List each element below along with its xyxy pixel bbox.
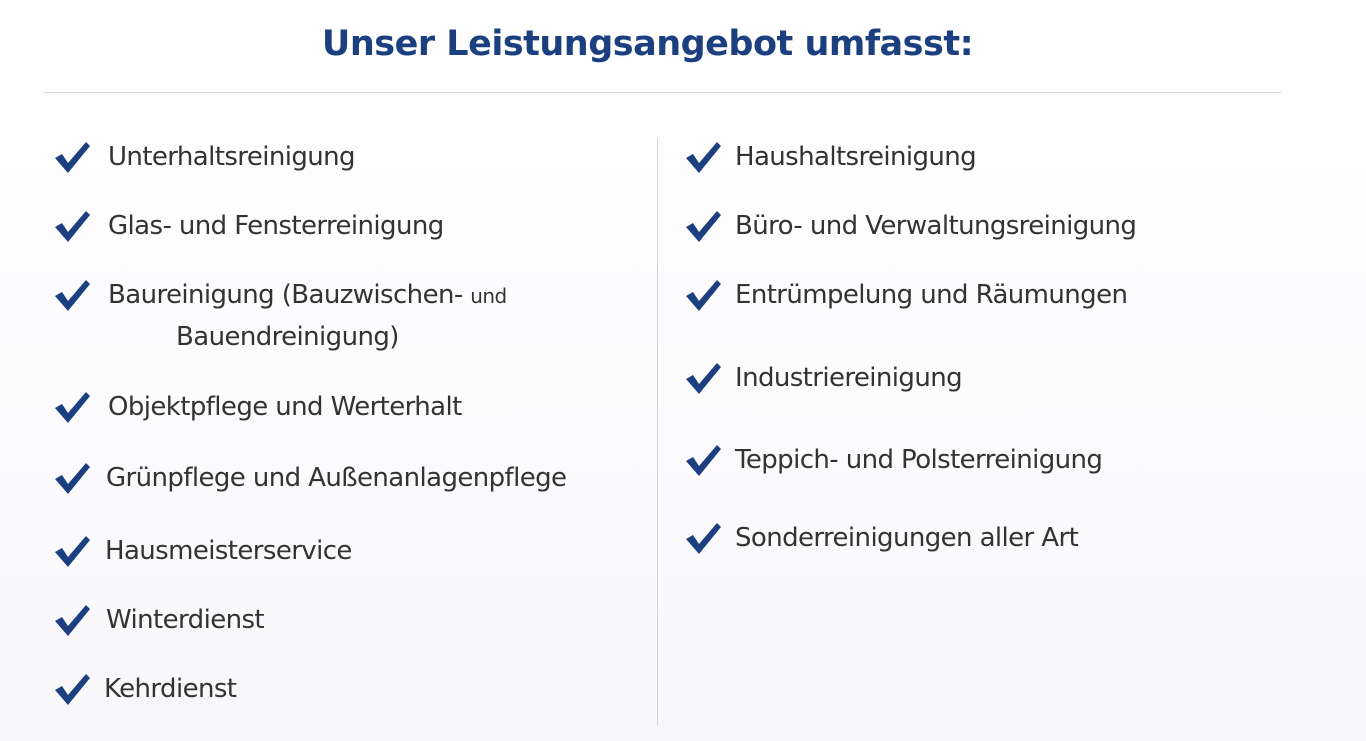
list-item-label: Objektpflege und Werterhalt: [108, 392, 462, 422]
checkmark-icon: [683, 359, 723, 399]
checkmark-icon: [52, 459, 92, 499]
title-divider: [44, 92, 1281, 93]
list-item-label: Büro- und Verwaltungsreinigung: [735, 211, 1137, 241]
list-item-label: Hausmeisterservice: [105, 536, 352, 566]
page-title: Unser Leistungsangebot umfasst:: [321, 24, 974, 64]
list-item-label: Entrümpelung und Räumungen: [735, 280, 1128, 310]
checkmark-icon: [52, 138, 92, 178]
list-item-label: Grünpflege und Außenanlagenpflege: [106, 463, 567, 493]
checkmark-icon: [52, 601, 92, 641]
checkmark-icon: [52, 276, 92, 316]
list-item-label: Glas- und Fensterreinigung: [108, 211, 444, 241]
checkmark-icon: [52, 388, 92, 428]
checkmark-icon: [52, 207, 92, 247]
list-item-label: Unterhaltsreinigung: [108, 142, 355, 172]
list-item-label: Sonderreinigungen aller Art: [735, 523, 1079, 553]
checkmark-icon: [52, 670, 92, 710]
checkmark-icon: [683, 138, 723, 178]
list-item-label-line2: Bauendreinigung): [176, 322, 399, 352]
checkmark-icon: [683, 519, 723, 559]
checkmark-icon: [683, 441, 723, 481]
checkmark-icon: [683, 276, 723, 316]
list-item-label: Industriereinigung: [735, 363, 962, 393]
column-divider: [657, 138, 658, 726]
list-item-label: Baureinigung (Bauzwischen- und: [108, 280, 507, 310]
list-item-label: Teppich- und Polsterreinigung: [735, 445, 1103, 475]
checkmark-icon: [52, 532, 92, 572]
list-item-label: Winterdienst: [106, 605, 265, 635]
list-item-label: Haushaltsreinigung: [735, 142, 977, 172]
checkmark-icon: [683, 207, 723, 247]
list-item-label: Kehrdienst: [104, 674, 237, 704]
